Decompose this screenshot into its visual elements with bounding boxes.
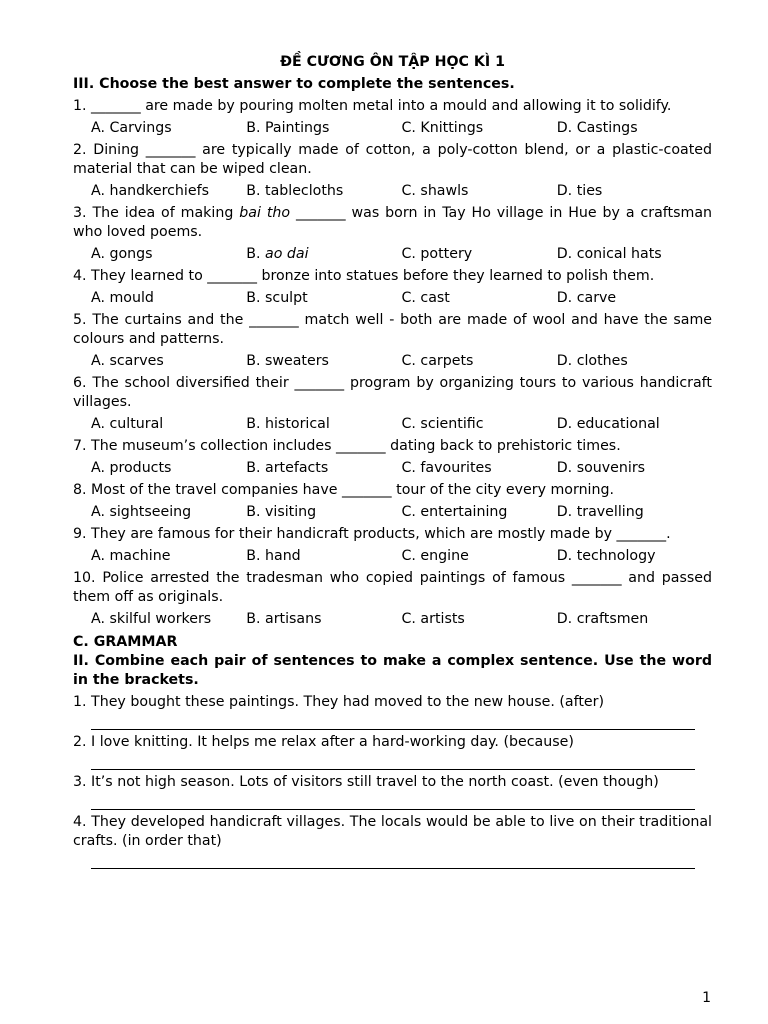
option-italic-text: ao dai (265, 246, 309, 262)
option-c[interactable]: C. cast (401, 290, 450, 306)
question-text (73, 481, 712, 500)
answer-options (91, 415, 712, 434)
question-text (73, 311, 712, 349)
option-a[interactable]: A. gongs (91, 246, 153, 262)
option-a[interactable]: A. handkerchiefs (91, 183, 209, 199)
option-d[interactable]: D. souvenirs (556, 460, 646, 476)
question-text-start: 5. The curtains and the _______ match well - both are made of wool and have the same colours and patterns. (73, 312, 712, 347)
option-c[interactable]: C. shawls (401, 183, 469, 199)
question-text (73, 204, 712, 242)
question-text-start: 9. They are famous for their handicraft products, which are mostly made by _______. (73, 526, 671, 542)
question-item (73, 267, 712, 308)
exercise-text: 1. They bought these paintings. They had moved to the new house. (after) (73, 694, 604, 710)
answer-line[interactable] (91, 762, 695, 770)
answer-options (91, 547, 712, 566)
option-a[interactable]: A. Carvings (91, 120, 172, 136)
option-c[interactable]: C. favourites (401, 460, 492, 476)
option-d[interactable]: D. technology (556, 548, 656, 564)
question-text-start: 3. The idea of making (73, 205, 240, 221)
question-text (73, 569, 712, 607)
question-text (73, 437, 712, 456)
exercise-list (73, 693, 712, 869)
option-b[interactable]: B. tablecloths (246, 183, 344, 199)
question-text (73, 97, 712, 116)
question-list (73, 97, 712, 629)
option-d[interactable]: D. Castings (556, 120, 638, 136)
question-item (73, 374, 712, 434)
option-d[interactable]: D. educational (556, 416, 660, 432)
question-item (73, 569, 712, 629)
option-b[interactable]: B. sculpt (246, 290, 308, 306)
option-a[interactable]: A. cultural (91, 416, 164, 432)
answer-line[interactable] (91, 722, 695, 730)
question-item (73, 204, 712, 264)
answer-options (91, 119, 712, 138)
section-2-heading: II. Combine each pair of sentences to make a complex sentence. Use the word in the brackets. (73, 653, 712, 688)
question-text-start: 6. The school diversified their _______ program by organizing tours to various handicraft villages. (73, 375, 712, 410)
option-b[interactable]: B. artisans (246, 611, 322, 627)
question-text-start: 7. The museum’s collection includes _______ dating back to prehistoric times. (73, 438, 621, 454)
worksheet-page (73, 53, 712, 869)
page-title: ĐỀ CƯƠNG ÔN TẬP HỌC KÌ 1 (280, 54, 505, 70)
option-c[interactable]: C. pottery (401, 246, 473, 262)
exercise-text: 3. It’s not high season. Lots of visitors still travel to the north coast. (even though) (73, 774, 659, 790)
page-number: 1 (702, 990, 711, 1006)
option-b[interactable]: B. visiting (246, 504, 317, 520)
option-c[interactable]: C. scientific (401, 416, 484, 432)
option-a[interactable]: A. skilful workers (91, 611, 212, 627)
question-text-start: 8. Most of the travel companies have _______ tour of the city every morning. (73, 482, 615, 498)
question-item (73, 525, 712, 566)
option-b[interactable]: B. historical (246, 416, 330, 432)
option-d[interactable]: D. carve (556, 290, 617, 306)
option-a[interactable]: A. sightseeing (91, 504, 192, 520)
option-c[interactable]: C. carpets (401, 353, 474, 369)
question-item (73, 437, 712, 478)
exercise-item (73, 813, 712, 869)
answer-line[interactable] (91, 861, 695, 869)
question-text-end: _______ was born in Tay Ho village in Hue by a craftsman who loved poems. (73, 205, 713, 240)
question-text-start: 4. They learned to _______ bronze into statues before they learned to polish them. (73, 268, 655, 284)
question-item (73, 311, 712, 371)
exercise-item (73, 733, 712, 770)
option-b[interactable]: B. ao dai (246, 246, 309, 262)
question-text-start: 10. Police arrested the tradesman who copied paintings of famous _______ and passed them off as originals. (73, 570, 712, 605)
option-d[interactable]: D. conical hats (556, 246, 662, 262)
question-item (73, 481, 712, 522)
option-d[interactable]: D. craftsmen (556, 611, 649, 627)
answer-options (91, 245, 712, 264)
exercise-text: 4. They developed handicraft villages. The locals would be able to live on their traditional crafts. (in order that) (73, 814, 712, 849)
option-c[interactable]: C. entertaining (401, 504, 508, 520)
answer-options (91, 610, 712, 629)
option-c[interactable]: C. engine (401, 548, 469, 564)
answer-options (91, 503, 712, 522)
option-b[interactable]: B. Paintings (246, 120, 330, 136)
question-text (73, 374, 712, 412)
answer-options (91, 182, 712, 201)
option-b[interactable]: B. hand (246, 548, 301, 564)
option-c[interactable]: C. Knittings (401, 120, 484, 136)
option-a[interactable]: A. machine (91, 548, 171, 564)
grammar-heading: C. GRAMMAR (73, 634, 178, 650)
option-b[interactable]: B. sweaters (246, 353, 329, 369)
answer-line[interactable] (91, 802, 695, 810)
option-a[interactable]: A. scarves (91, 353, 164, 369)
question-text (73, 267, 712, 286)
option-c[interactable]: C. artists (401, 611, 465, 627)
option-a[interactable]: A. products (91, 460, 172, 476)
question-text (73, 525, 712, 544)
option-d[interactable]: D. clothes (556, 353, 628, 369)
exercise-text: 2. I love knitting. It helps me relax after a hard-working day. (because) (73, 734, 574, 750)
exercise-item (73, 773, 712, 810)
option-a[interactable]: A. mould (91, 290, 154, 306)
question-text-start: 2. Dining _______ are typically made of cotton, a poly-cotton blend, or a plastic-coated material that can be wiped clean. (73, 142, 712, 177)
exercise-item (73, 693, 712, 730)
question-text-italic: bai tho (239, 205, 291, 221)
answer-options (91, 289, 712, 308)
section-3-heading: III. Choose the best answer to complete the sentences. (73, 76, 515, 92)
answer-options (91, 459, 712, 478)
option-d[interactable]: D. ties (556, 183, 603, 199)
option-d[interactable]: D. travelling (556, 504, 644, 520)
question-item (73, 97, 712, 138)
answer-options (91, 352, 712, 371)
option-b[interactable]: B. artefacts (246, 460, 329, 476)
question-item (73, 141, 712, 201)
question-text (73, 141, 712, 179)
question-text-start: 1. _______ are made by pouring molten metal into a mould and allowing it to solidify. (73, 98, 672, 114)
